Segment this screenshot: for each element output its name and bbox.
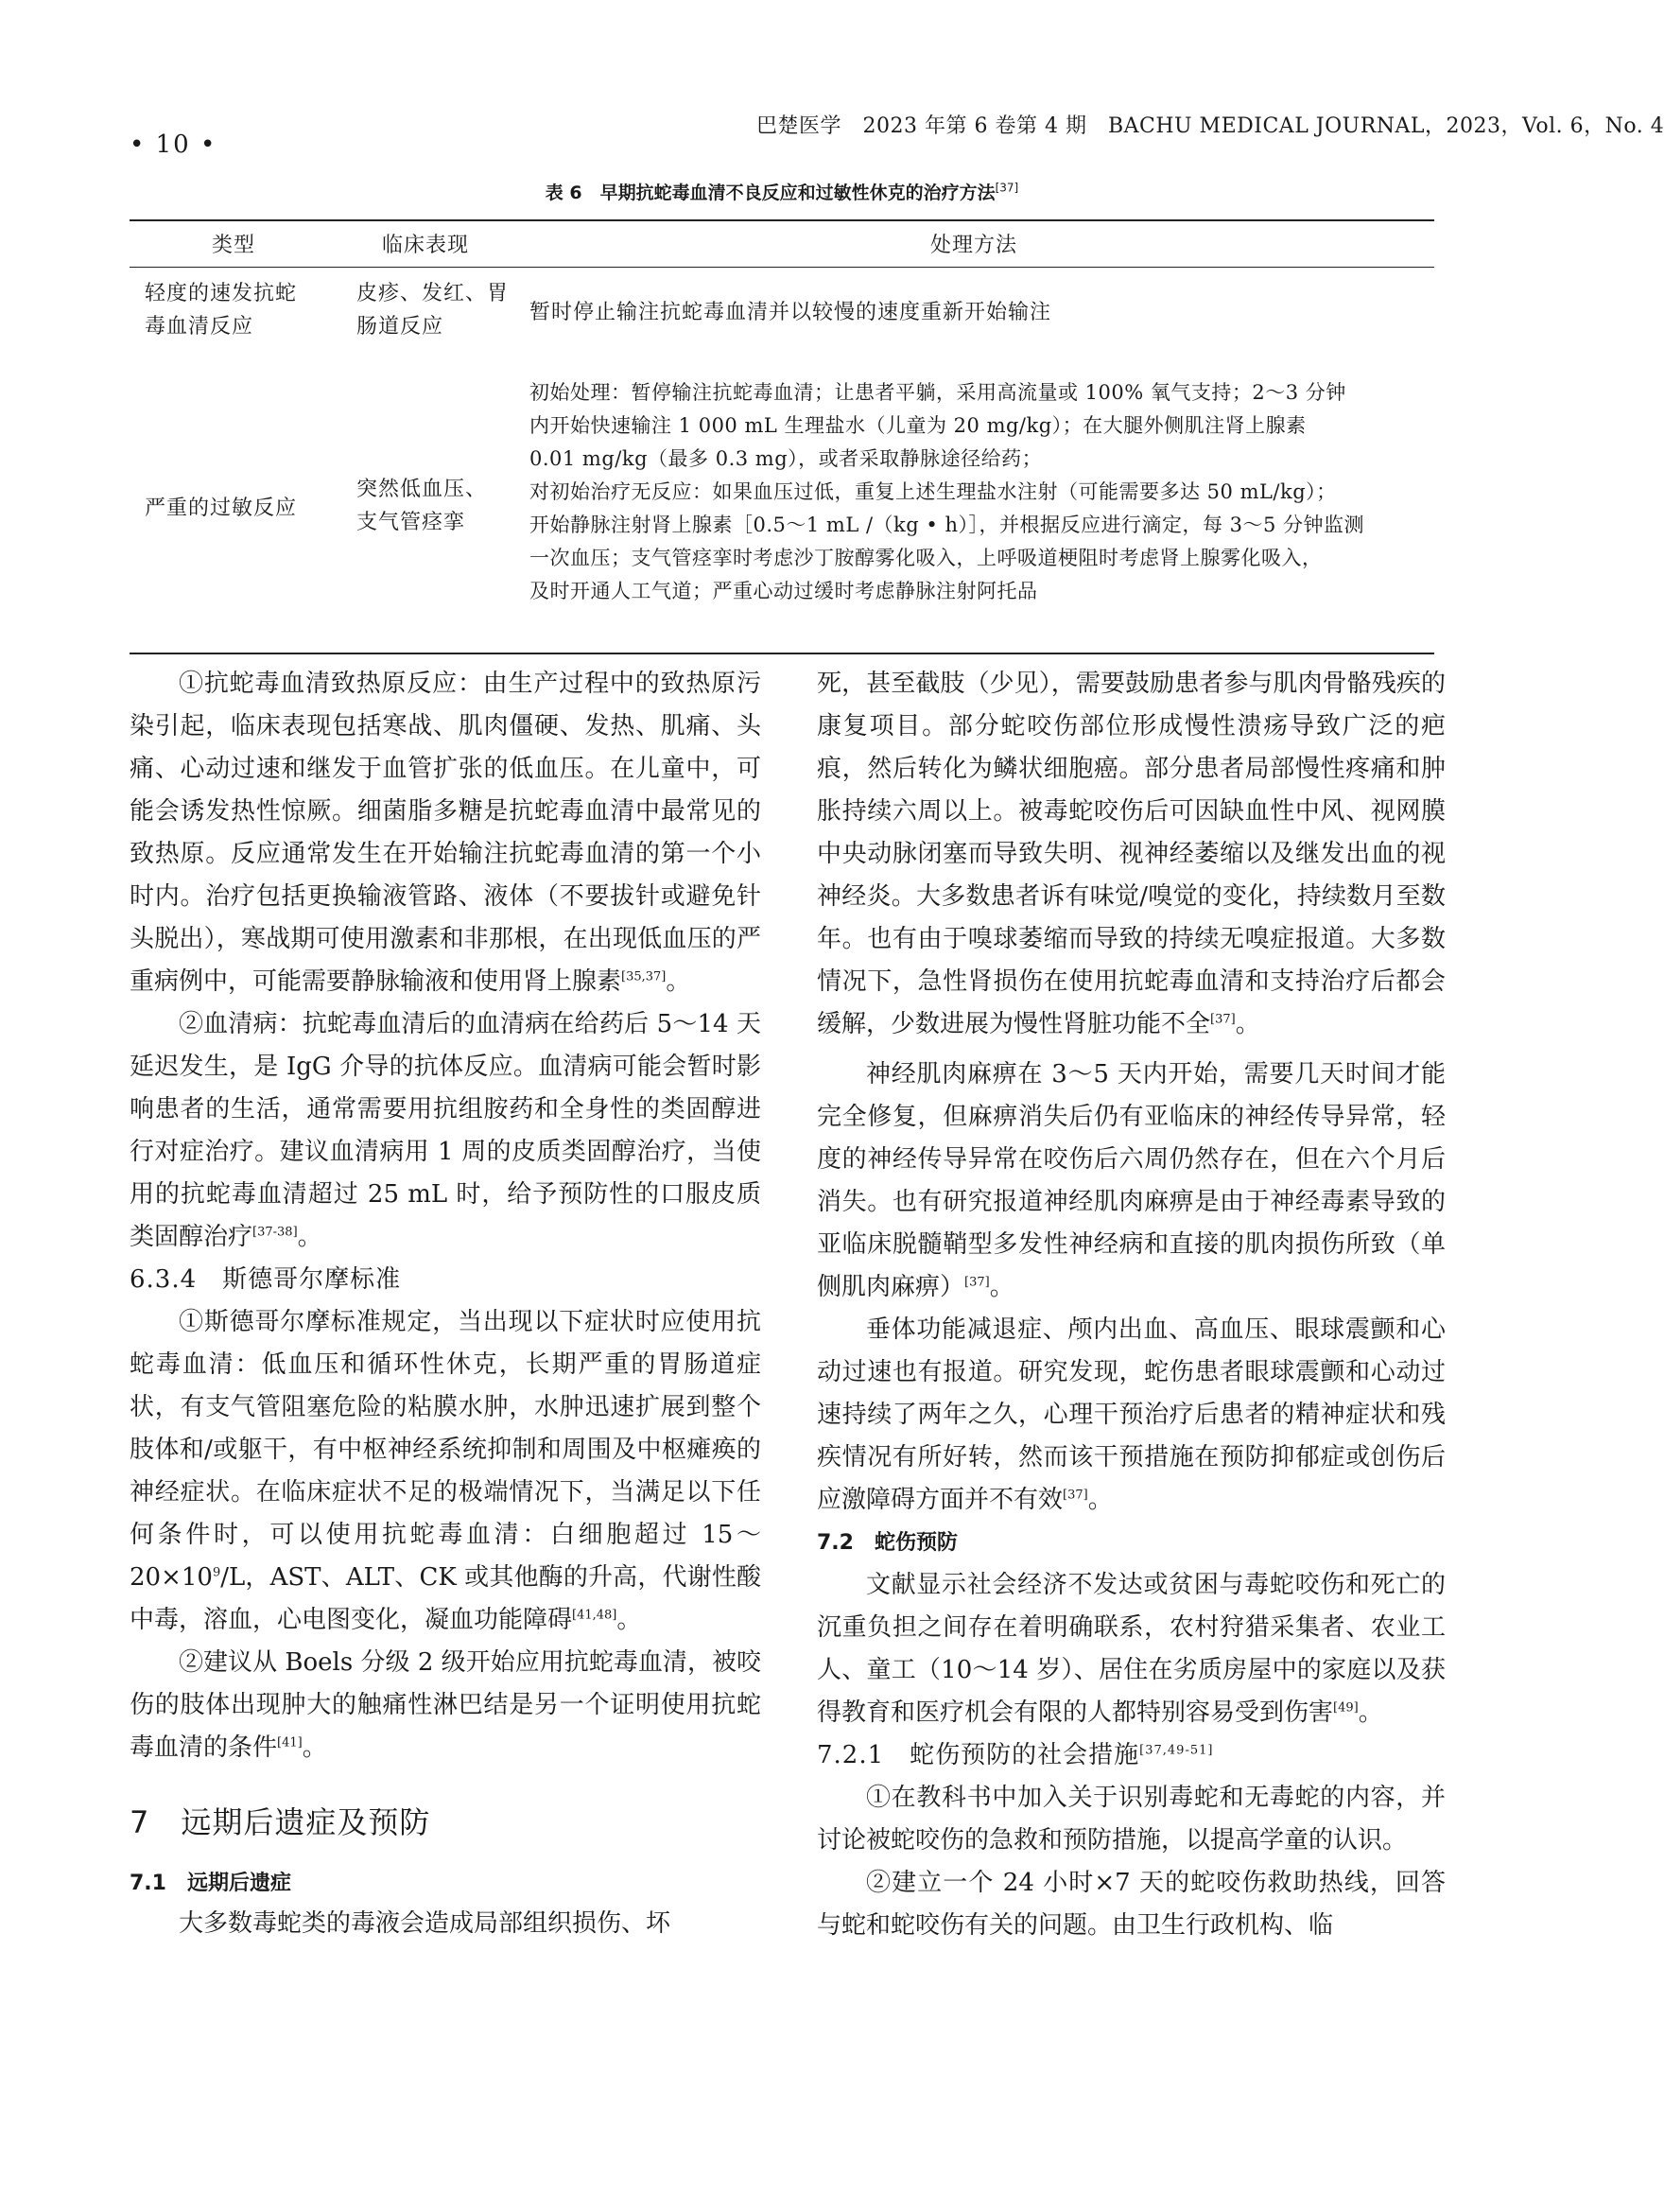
row-2-treatment-line: 初始处理：暂停输注抗蛇毒血清；让患者平躺，采用高流量或 100% 氧气支持；2～3 分钟 bbox=[529, 381, 1346, 404]
paragraph-end: 。 bbox=[1358, 1698, 1383, 1727]
citation: [37,49-51] bbox=[1139, 1743, 1214, 1758]
row-1-type-line: 轻度的速发抗蛇 bbox=[145, 282, 298, 305]
table-caption bbox=[130, 179, 1434, 204]
citation: [41,48] bbox=[572, 1608, 617, 1623]
paragraph-text: ①抗蛇毒血清致热原反应：由生产过程中的致热原污染引起，临床表现包括寒战、肌肉僵硬、发热、肌痛、头痛、心动过速和继发于血管扩张的低血压。在儿童中，可能会诱发热性惊厥。细菌脂多糖是抗蛇毒血清中最常见的致热原。反应通常发生在开始输注抗蛇毒血清的第一个小时内。治疗包括更换输液管路、液体（不要拔针或避免针头脱出），寒战期可使用激素和非那根，在出现低血压的严重病例中，可能需要静脉输液和使用肾上腺素 bbox=[130, 670, 761, 996]
paragraph-text: ②建议从 Boels 分级 2 级开始应用抗蛇毒血清，被咬伤的肢体出现肿大的触痛性淋巴结是另一个证明使用抗蛇毒血清的条件 bbox=[130, 1648, 761, 1762]
table-row-1-treatment bbox=[529, 296, 1437, 329]
paragraph-text: 死，甚至截肢（少见），需要鼓励患者参与肌肉骨骼残疾的康复项目。部分蛇咬伤部位形成慢性溃疡导致广泛的疤痕，然后转化为鳞状细胞癌。部分患者局部慢性疼痛和肿胀持续六周以上。被毒蛇咬伤后可因缺血性中风、视网膜中央动脉闭塞而导致失明、视神经萎缩以及继发出血的视神经炎。大多数患者诉有味觉/嗅觉的变化，持续数月至数年。也有由于嗅球萎缩而导致的持续无嗅症报道。大多数情况下，急性肾损伤在使用抗蛇毒血清和支持治疗后都会缓解，少数进展为慢性肾脏功能不全 bbox=[817, 670, 1446, 1038]
body-paragraph bbox=[130, 663, 761, 1003]
paragraph-text: 垂体功能减退症、颅内出血、高血压、眼球震颤和心动过速也有报道。研究发现，蛇伤患者眼球震颤和心动过速持续了两年之久，心理干预治疗后患者的精神症状和残疾情况有所好转，然而该干预措施在预防抑郁症或创伤后应激障碍方面并不有效 bbox=[817, 1315, 1446, 1514]
row-2-treatment-line: 对初始治疗无反应：如果血压过低，重复上述生理盐水注射（可能需要多达 50 mL/kg）； bbox=[529, 480, 1337, 503]
superscript: 9 bbox=[212, 1565, 221, 1580]
citation: [35,37] bbox=[621, 969, 667, 984]
body-paragraph bbox=[817, 1564, 1446, 1734]
paragraph-text: 神经肌肉麻痹在 3～5 天内开始，需要几天时间才能完全修复，但麻痹消失后仍有亚临床的神经传导异常，轻度的神经传导异常在咬伤后六周仍然存在，但在六个月后消失。也有研究报道神经肌肉麻痹是由于神经毒素导致的亚临床脱髓鞘型多发性神经病和直接的肌肉损伤所致（单侧肌肉麻痹） bbox=[817, 1060, 1446, 1301]
table-row-1-type bbox=[145, 277, 338, 343]
paragraph-text: /L，AST、ALT、CK 或其他酶的升高，代谢性酸中毒，溶血，心电图变化，凝血功能障碍 bbox=[130, 1563, 761, 1634]
row-2-treatment-line: 内开始快速输注 1 000 mL 生理盐水（儿童为 20 mg/kg）；在大腿外侧肌注肾上腺素 bbox=[529, 414, 1307, 437]
row-1-symptom-line: 肠道反应 bbox=[356, 315, 444, 339]
table-row-1-symptom bbox=[356, 277, 517, 343]
row-2-type-line: 严重的过敏反应 bbox=[145, 496, 298, 520]
body-paragraph bbox=[130, 1642, 761, 1769]
paragraph-end: 。 bbox=[616, 1606, 642, 1634]
body-paragraph: ②建立一个 24 小时×7 天的蛇咬伤救助热线，回答与蛇和蛇咬伤有关的问题。由卫生行政机构、临 bbox=[817, 1869, 1446, 1940]
paragraph-text: ②血清病：抗蛇毒血清后的血清病在给药后 5～14 天延迟发生，是 IgG 介导的抗体反应。血清病可能会暂时影响患者的生活，通常需要用抗组胺药和全身性的类固醇进行对症治疗。建议血清病用 1 周的皮质类固醇治疗，当使用的抗蛇毒血清超过 25 mL 时，给予预防性的口服皮质类固醇治疗 bbox=[130, 1010, 761, 1251]
table-header-type: 类型 bbox=[211, 234, 255, 257]
row-2-treatment-line: 0.01 mg/kg（最多 0.3 mg），或者采取静脉途径给药； bbox=[529, 447, 1043, 470]
paragraph-end: 。 bbox=[666, 967, 691, 996]
citation: [49] bbox=[1333, 1700, 1359, 1716]
paragraph-end: 。 bbox=[297, 1223, 322, 1251]
section-heading-6-3-4: 6.3.4 斯德哥尔摩标准 bbox=[130, 1265, 402, 1294]
paragraph-end: 。 bbox=[989, 1273, 1014, 1301]
paragraph-end: 。 bbox=[1087, 1486, 1113, 1514]
paragraph-text: ①斯德哥尔摩标准规定，当出现以下症状时应使用抗蛇毒血清：低血压和循环性休克，长期严重的胃肠道症状，有支气管阻塞危险的粘膜水肿，水肿迅速扩展到整个肢体和/或躯干，有中枢神经系统抑制和周围及中枢瘫痪的神经症状。在临床症状不足的极端情况下，当满足以下任何条件时，可以使用抗蛇毒血清：白细胞超过 15～20×10 bbox=[130, 1308, 761, 1592]
table-row-2-type bbox=[145, 492, 338, 525]
table-row-2-treatment bbox=[529, 376, 1437, 608]
row-2-treatment-line: 一次血压；支气管痉挛时考虑沙丁胺醇雾化吸入，上呼吸道梗阻时考虑肾上腺雾化吸入， bbox=[529, 547, 1323, 569]
paragraph-end: 。 bbox=[1235, 1010, 1260, 1038]
table-header-rule bbox=[130, 267, 1434, 268]
table-caption-text: 表 6 早期抗蛇毒血清不良反应和过敏性休克的治疗方法 bbox=[545, 183, 996, 203]
section-heading-7-2-1 bbox=[817, 1734, 1446, 1777]
heading-text: 7.2.1 蛇伤预防的社会措施 bbox=[817, 1741, 1140, 1769]
body-paragraph bbox=[130, 1301, 761, 1642]
citation: [37-38] bbox=[252, 1225, 298, 1240]
table-header-symptom: 临床表现 bbox=[381, 234, 469, 257]
body-paragraph bbox=[817, 1309, 1446, 1522]
row-2-treatment-line: 开始静脉注射肾上腺素［0.5～1 mL /（kg • h）］，并根据反应进行滴定，每 3～5 分钟监测 bbox=[529, 514, 1365, 536]
row-1-type-line: 毒血清反应 bbox=[145, 315, 254, 339]
citation: [37] bbox=[964, 1275, 990, 1290]
body-paragraph bbox=[130, 1003, 761, 1259]
table-bottom-rule bbox=[130, 653, 1434, 654]
paragraph-text: 文献显示社会经济不发达或贫困与毒蛇咬伤和死亡的沉重负担之间存在着明确联系，农村狩猎采集者、农业工人、童工（10～14 岁）、居住在劣质房屋中的家庭以及获得教育和医疗机会有限的人都特别容易受到伤害 bbox=[817, 1571, 1446, 1727]
body-paragraph bbox=[817, 663, 1446, 1046]
table-header-treatment: 处理方法 bbox=[929, 234, 1017, 257]
row-2-symptom-line: 突然低血压、 bbox=[356, 478, 488, 501]
row-1-symptom-line: 皮疹、发红、胃 bbox=[356, 282, 510, 305]
page-number: • 10 • bbox=[130, 131, 217, 159]
row-2-treatment-line: 及时开通人工气道；严重心动过缓时考虑静脉注射阿托品 bbox=[529, 580, 1038, 602]
table-caption-ref: [37] bbox=[995, 181, 1019, 195]
table-top-rule bbox=[130, 219, 1434, 221]
row-2-symptom-line: 支气管痉挛 bbox=[356, 511, 466, 534]
section-heading-7: 7 远期后遗症及预防 bbox=[130, 1804, 431, 1840]
row-1-treatment-line: 暂时停止输注抗蛇毒血清并以较慢的速度重新开始输注 bbox=[529, 301, 1052, 324]
citation: [41] bbox=[277, 1735, 303, 1750]
body-paragraph: 大多数毒蛇类的毒液会造成局部组织损伤、坏 bbox=[179, 1909, 671, 1938]
paragraph-end: 。 bbox=[302, 1733, 327, 1762]
journal-header: 巴楚医学 2023 年第 6 卷第 4 期 BACHU MEDICAL JOURNAL，2023，Vol. 6，No. 4 bbox=[756, 114, 1664, 138]
left-column bbox=[130, 663, 761, 1945]
citation: [37] bbox=[1063, 1488, 1088, 1503]
table-row-2-symptom bbox=[356, 473, 517, 539]
body-paragraph bbox=[817, 1054, 1446, 1309]
right-column bbox=[817, 663, 1446, 1947]
citation: [37] bbox=[1210, 1012, 1236, 1027]
section-heading-7-1: 7.1 远期后遗症 bbox=[130, 1872, 291, 1895]
section-heading-7-2: 7.2 蛇伤预防 bbox=[817, 1531, 958, 1555]
body-paragraph: ①在教科书中加入关于识别毒蛇和无毒蛇的内容，并讨论被蛇咬伤的急救和预防措施，以提高学童的认识。 bbox=[817, 1784, 1446, 1855]
